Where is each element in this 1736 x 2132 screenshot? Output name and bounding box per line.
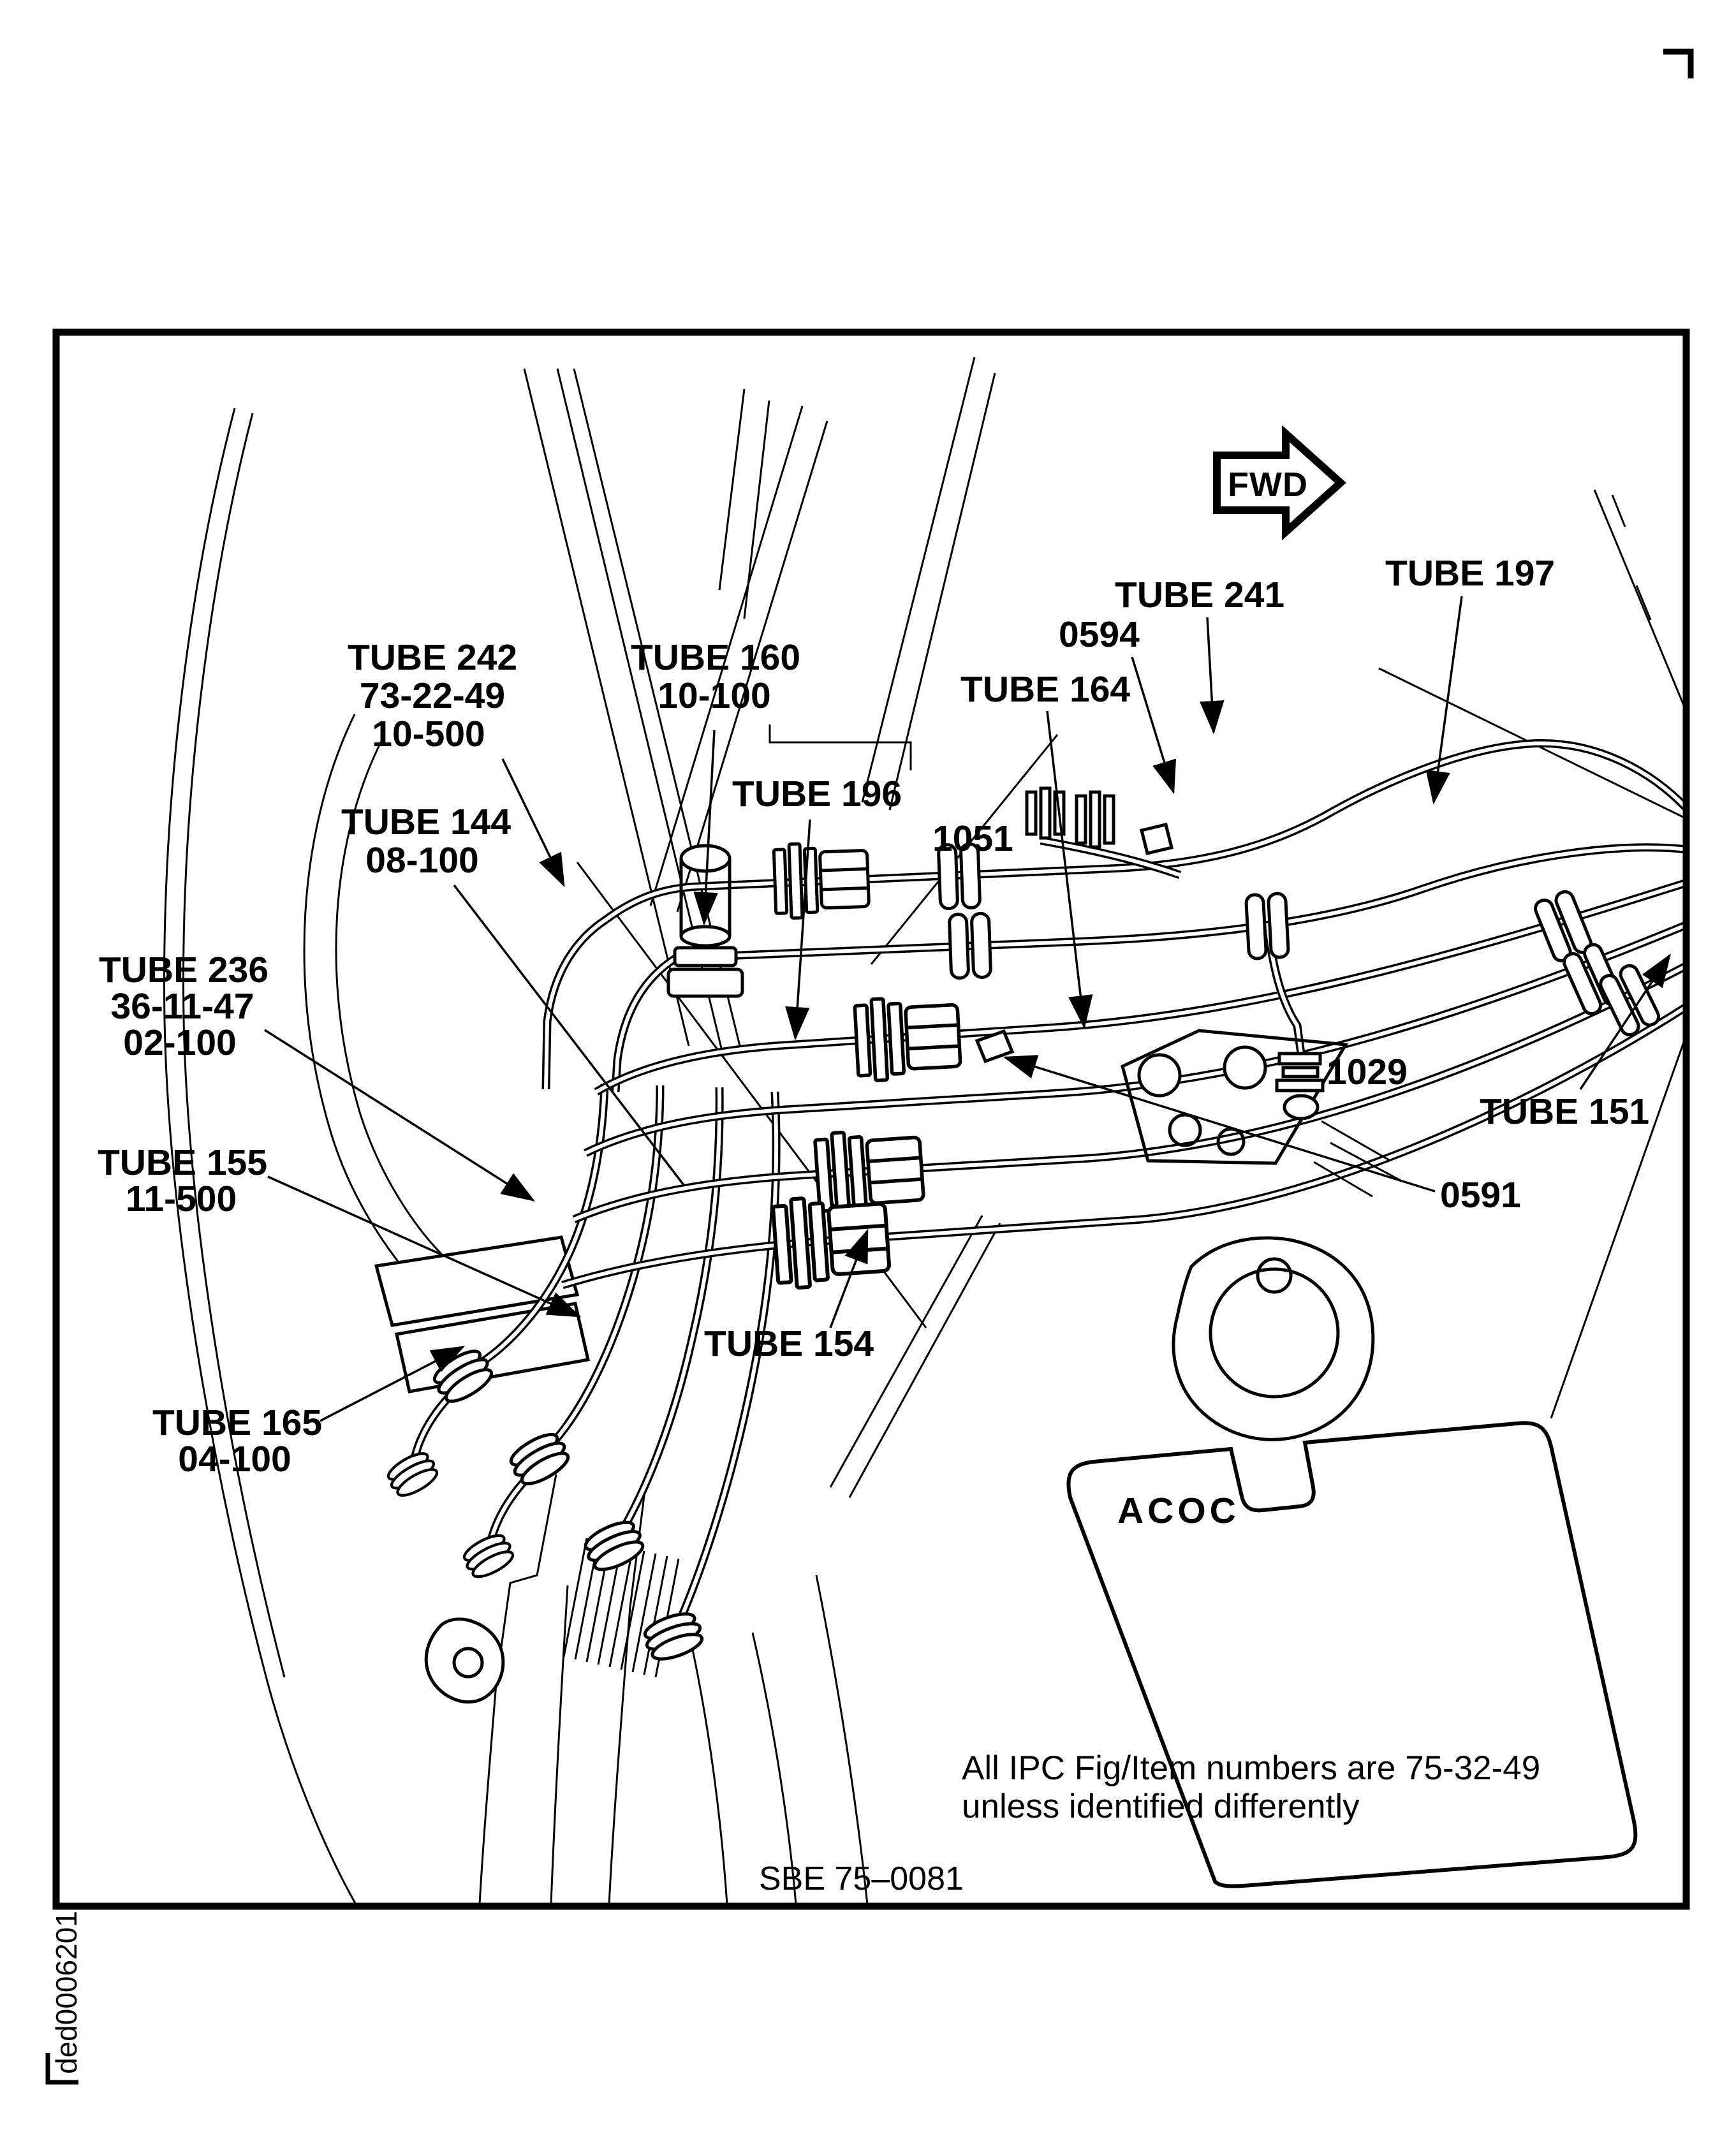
corner-registration-mark [1663, 52, 1691, 78]
callout-line: TUBE 144 [341, 802, 511, 842]
callout-line: TUBE 242 [347, 637, 518, 678]
ipc-note-line1: All IPC Fig/Item numbers are 75-32-49 [962, 1749, 1541, 1787]
callout-line: 11-500 [125, 1179, 237, 1219]
banjo-fitting [668, 846, 742, 996]
ipc-note-line2: unless identified differently [962, 1788, 1360, 1825]
callout-line: TUBE 236 [98, 950, 269, 990]
callout-line: 73-22-49 [359, 675, 506, 716]
callout-line: 10-500 [372, 714, 485, 754]
callout-tube-154: TUBE 154 [704, 1323, 874, 1364]
callout-tube-197: TUBE 197 [1385, 553, 1556, 594]
callout-tube-165 [152, 1402, 322, 1480]
callout-line: 02-100 [123, 1022, 237, 1063]
callout-tube-151: TUBE 151 [1480, 1091, 1650, 1132]
figure-code: SBE 75–0081 [759, 1860, 964, 1897]
callout-tube-241: TUBE 241 [1115, 575, 1285, 615]
callout-line: 04-100 [178, 1439, 291, 1480]
callout-line: TUBE 155 [97, 1142, 268, 1183]
callout-item-1029: 1029 [1327, 1052, 1408, 1092]
fwd-label: FWD [1228, 466, 1308, 504]
callout-line: 08-100 [365, 840, 479, 881]
callout-item-0594: 0594 [1059, 614, 1140, 655]
acoc-panel-label: ACOC [1117, 1490, 1240, 1531]
callout-line: TUBE 160 [630, 637, 801, 678]
callout-item-1051: 1051 [932, 818, 1013, 859]
callout-tube-164: TUBE 164 [960, 669, 1131, 710]
callout-tube-155 [98, 1142, 267, 1219]
fwd-arrow-icon [1217, 434, 1341, 532]
callout-line: 36-11-47 [110, 986, 254, 1027]
callout-tube-242 [348, 637, 517, 754]
callout-item-0591: 0591 [1440, 1175, 1521, 1216]
callout-line: 10-100 [658, 675, 771, 716]
callout-tube-236 [99, 950, 268, 1063]
sidebar-document-code: ded0006201 [50, 1911, 83, 2074]
callout-tube-144 [341, 802, 511, 881]
callout-tube-196: TUBE 196 [732, 774, 902, 814]
callout-line: TUBE 165 [152, 1402, 323, 1443]
